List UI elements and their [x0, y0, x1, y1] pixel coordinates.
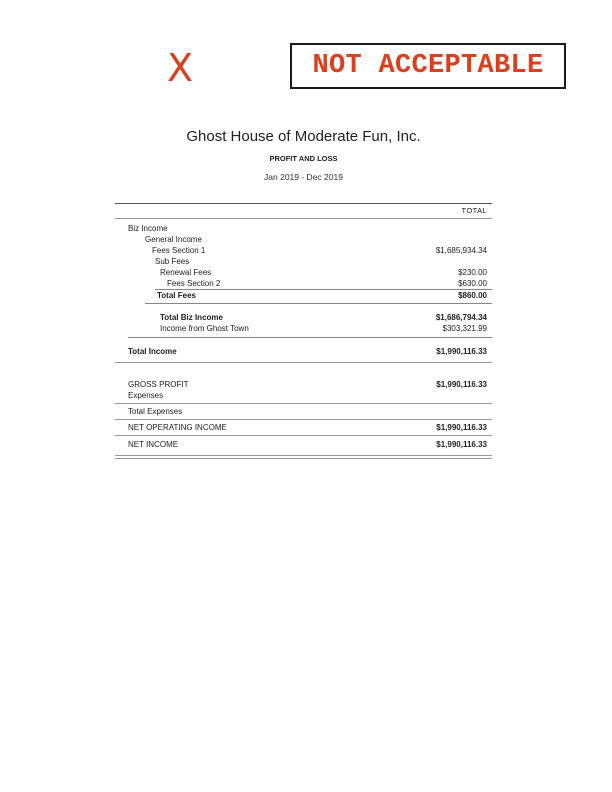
row-label: Biz Income	[128, 224, 168, 233]
row-amount: $1,990,116.33	[436, 347, 487, 356]
row-amount: $860.00	[458, 291, 487, 300]
table-row	[115, 312, 492, 323]
table-row	[115, 267, 492, 278]
table-row	[115, 390, 492, 401]
row-amount: $230.00	[458, 268, 487, 277]
final-double-rule	[115, 455, 492, 459]
row-label: NET OPERATING INCOME	[128, 423, 227, 432]
section-rule	[115, 403, 492, 404]
table-row	[115, 245, 492, 256]
subtotal-rule	[128, 337, 492, 338]
row-amount: $1,685,934.34	[435, 246, 487, 255]
section-rule	[115, 362, 492, 363]
row-amount: $1,990,116.33	[436, 440, 487, 449]
table-row	[115, 234, 492, 245]
report-title: PROFIT AND LOSS	[269, 154, 338, 163]
row-amount: $1,990,116.33	[436, 380, 487, 389]
row-label: Total Expenses	[128, 407, 183, 416]
report-period: Jan 2019 - Dec 2019	[264, 172, 343, 182]
row-amount: $303,321.99	[442, 324, 487, 333]
row-label: Total Biz Income	[160, 313, 223, 322]
table-row	[115, 223, 492, 234]
table-row	[115, 406, 492, 417]
table-row	[115, 346, 492, 357]
row-label: Fees Section 1	[152, 246, 206, 255]
header-top-rule	[115, 203, 492, 204]
table-row	[115, 323, 492, 334]
table-row	[115, 422, 492, 433]
table-row	[115, 379, 492, 390]
header-bottom-rule	[115, 218, 492, 219]
rejected-x-mark: X	[166, 46, 194, 90]
row-label: Income from Ghost Town	[160, 324, 249, 333]
row-label: Expenses	[128, 391, 164, 400]
row-label: GROSS PROFIT	[128, 380, 189, 389]
row-label: Total Income	[128, 347, 177, 356]
row-amount: $630.00	[458, 279, 487, 288]
subtotal-rule	[145, 303, 492, 304]
table-row	[115, 256, 492, 267]
table-row	[115, 278, 492, 289]
row-label: NET INCOME	[128, 440, 179, 449]
row-label: Total Fees	[157, 291, 196, 300]
table-row	[115, 439, 492, 450]
row-label: Fees Section 2	[167, 279, 221, 288]
section-rule	[115, 435, 492, 436]
not-acceptable-stamp: NOT ACCEPTABLE	[290, 43, 566, 89]
table-row	[115, 290, 492, 301]
row-amount: $1,686,794.34	[435, 313, 487, 322]
row-label: Renewal Fees	[160, 268, 212, 277]
row-amount: $1,990,116.33	[436, 423, 487, 432]
row-label: Sub Fees	[155, 257, 190, 266]
section-rule	[115, 419, 492, 420]
row-label: General Income	[145, 235, 202, 244]
company-name: Ghost House of Moderate Fun, Inc.	[186, 128, 421, 145]
column-header-total: TOTAL	[461, 206, 487, 215]
